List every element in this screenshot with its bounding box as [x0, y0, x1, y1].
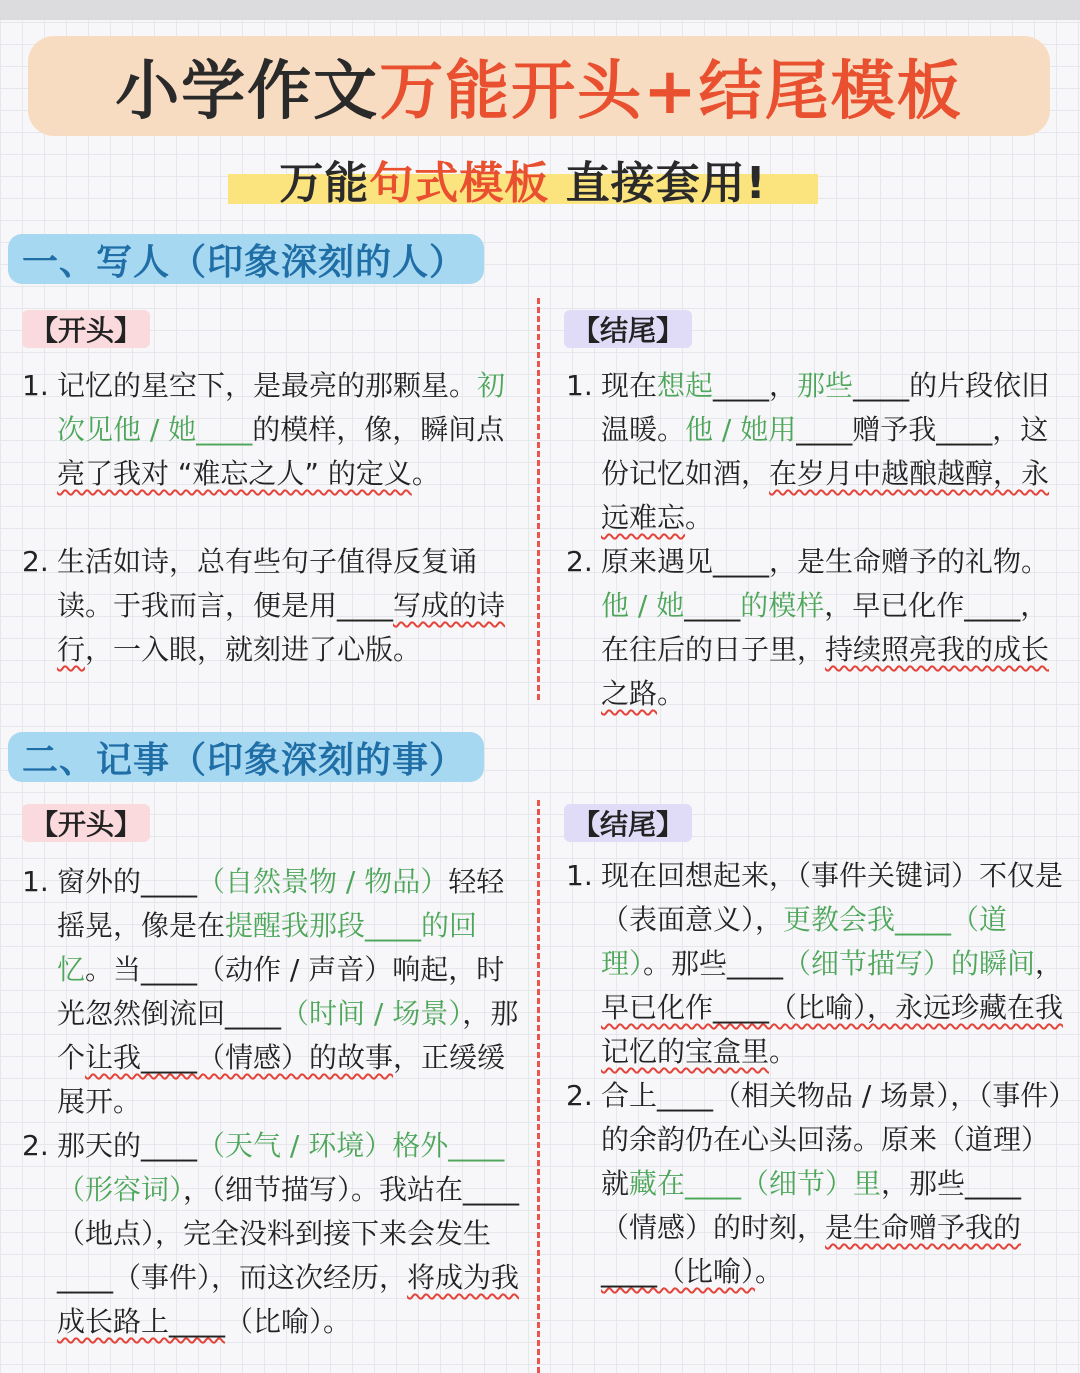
list-item: 2. 生活如诗，总有些句子值得反复诵读。于我而言，便是用____写成的诗行，一入眼，就刻进了心版。 — [22, 545, 506, 666]
list-item: 1. 现在想起____，那些____的片段依旧温暖。他 / 她用____赠予我____，这份记忆如酒，在岁月中越酿越醇，永远难忘。 — [566, 369, 1050, 534]
top-edge-bar — [0, 0, 1080, 20]
column-divider — [537, 298, 540, 700]
title-dark-part: 小学作文 — [115, 55, 380, 129]
subtitle-part3: 直接套用! — [549, 158, 767, 209]
list-item: 2. 原来遇见____，是生命赠予的礼物。他 / 她____的模样，早已化作____，在往后的日子里，持续照亮我的成长之路。 — [566, 545, 1050, 710]
ending-tag: 【结尾】 — [564, 804, 692, 842]
subtitle — [228, 148, 818, 210]
list-item: 1. 现在回想起来，（事件关键词）不仅是（表面意义），更教会我____（道理）。那些____（细节描写）的瞬间，早已化作____（比喻），永远珍藏在我记忆的宝盒里。 — [566, 859, 1064, 1068]
subtitle-part2: 句式模板 — [369, 158, 550, 209]
section-heading-events: 二、记事（印象深刻的事） — [8, 732, 484, 782]
list-item: 2. 那天的____（天气 / 环境）格外____（形容词），（细节描写）。我站在____（地点），完全没料到接下来会发生____（事件），而这次经历，将成为我成长路上____（比喻）。 — [22, 1129, 520, 1338]
title-banner — [28, 36, 1050, 136]
list-item: 2. 合上____（相关物品 / 场景），（事件）的余韵仍在心头回荡。原来（道理）就藏在____（细节）里，那些____（情感）的时刻，是生命赠予我的____（比喻）。 — [566, 1079, 1063, 1288]
ending-tag: 【结尾】 — [564, 310, 692, 348]
list-item: 1. 记忆的星空下，是最亮的那颗星。初次见他 / 她____的模样，像，瞬间点亮了我对 “难忘之人” 的定义。 — [22, 369, 506, 490]
opening-tag: 【开头】 — [22, 804, 150, 842]
column-divider — [537, 800, 540, 1373]
list-item: 1. 窗外的____（自然景物 / 物品）轻轻摇晃，像是在提醒我那段____的回忆。当____（动作 / 声音）响起，时光忽然倒流回____（时间 / 场景），那个让我____（情感）的故事，正缓缓展开。 — [22, 865, 519, 1118]
subtitle-part1: 万能 — [279, 158, 370, 209]
section-heading-people: 一、写人（印象深刻的人） — [8, 234, 484, 284]
title-red-part: 万能开头+结尾模板 — [379, 55, 963, 129]
opening-tag: 【开头】 — [22, 310, 150, 348]
